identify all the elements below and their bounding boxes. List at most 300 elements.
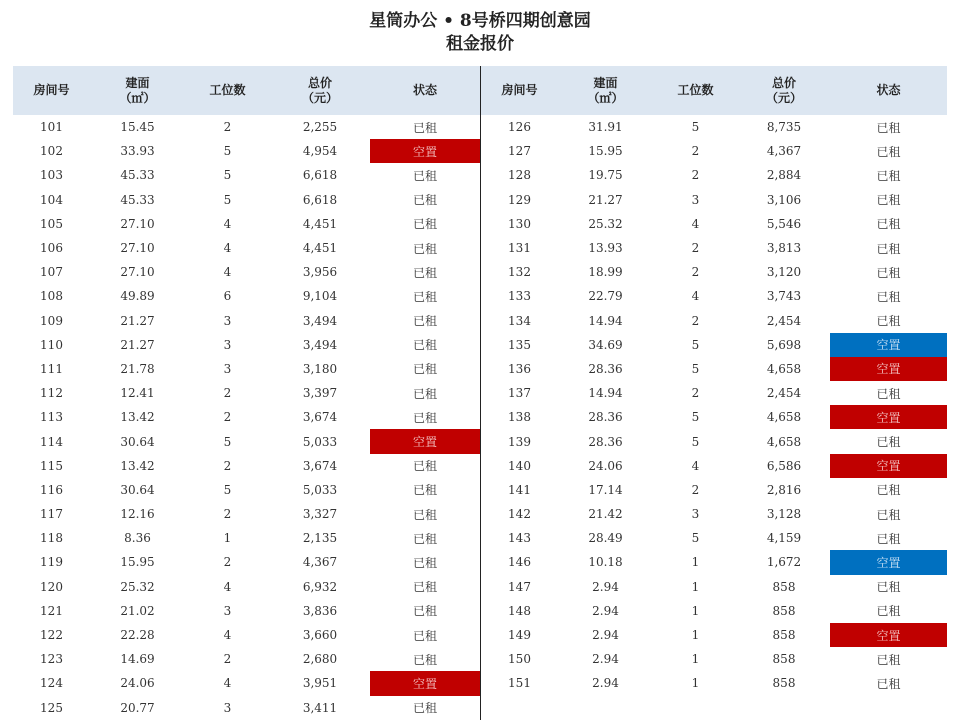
- status-cell: 已租: [412, 483, 437, 498]
- status-cell: 空置: [830, 357, 947, 381]
- area-cell: 25.32: [588, 216, 623, 231]
- table-row: [13, 163, 480, 187]
- table-row: [13, 429, 480, 453]
- area-cell: 34.69: [588, 337, 623, 352]
- room-number-cell: 147: [508, 579, 531, 594]
- area-cell: 24.06: [588, 458, 623, 473]
- area-cell: 13.42: [120, 458, 155, 473]
- table-row: [481, 115, 947, 139]
- seats-cell: 6: [223, 289, 232, 304]
- area-cell: 21.27: [120, 313, 155, 328]
- room-number-cell: 114: [40, 434, 63, 449]
- room-number-cell: 136: [508, 361, 531, 376]
- seats-cell: 2: [691, 386, 700, 401]
- price-cell: 2,884: [766, 168, 802, 183]
- area-cell: 13.93: [588, 241, 623, 256]
- price-cell: 5,698: [766, 337, 802, 352]
- room-number-cell: 126: [508, 120, 531, 135]
- table-row: [481, 550, 947, 574]
- price-cell: 3,836: [302, 603, 338, 618]
- seats-cell: 2: [223, 410, 232, 425]
- room-number-cell: 135: [508, 337, 531, 352]
- price-cell: 4,658: [766, 434, 802, 449]
- table-row: [13, 599, 480, 623]
- status-cell: 空置: [370, 429, 480, 453]
- status-cell: 已租: [412, 386, 437, 401]
- seats-cell: 2: [223, 507, 232, 522]
- status-cell: 已租: [876, 144, 901, 159]
- price-cell: 3,180: [302, 361, 338, 376]
- price-cell: 858: [772, 652, 796, 667]
- room-number-cell: 119: [40, 555, 63, 570]
- table-row: [481, 381, 947, 405]
- table-row: [481, 526, 947, 550]
- status-cell: 已租: [412, 241, 437, 256]
- room-number-cell: 116: [40, 482, 63, 497]
- room-number-cell: 102: [40, 144, 63, 159]
- left-price-table: [13, 66, 480, 720]
- seats-cell: 5: [223, 168, 232, 183]
- seats-cell: 2: [691, 168, 700, 183]
- status-cell: 已租: [876, 217, 901, 232]
- seats-cell: 5: [691, 337, 700, 352]
- seats-cell: 2: [223, 458, 232, 473]
- area-cell: 27.10: [120, 265, 155, 280]
- area-cell: 22.79: [588, 289, 623, 304]
- price-cell: 6,932: [302, 579, 338, 594]
- price-cell: 1,672: [766, 555, 802, 570]
- table-row: [13, 260, 480, 284]
- room-number-cell: 131: [508, 241, 531, 256]
- table-row: [13, 212, 480, 236]
- header-status: 状态: [370, 66, 480, 115]
- table-row: [13, 550, 480, 574]
- table-row: [13, 139, 480, 163]
- status-cell: 已租: [876, 168, 901, 183]
- seats-cell: 4: [223, 241, 232, 256]
- room-number-cell: 134: [508, 313, 531, 328]
- seats-cell: 1: [691, 603, 700, 618]
- header-room: 房间号: [13, 66, 90, 115]
- table-header-row: [13, 66, 480, 115]
- area-cell: 2.94: [592, 652, 619, 667]
- status-cell: 已租: [876, 580, 901, 595]
- area-cell: 15.45: [120, 120, 155, 135]
- room-number-cell: 115: [40, 458, 63, 473]
- price-cell: 3,674: [302, 410, 338, 425]
- seats-cell: 4: [223, 628, 232, 643]
- area-cell: 2.94: [592, 628, 619, 643]
- room-number-cell: 121: [40, 603, 63, 618]
- table-row: [481, 502, 947, 526]
- price-cell: 3,411: [302, 700, 338, 715]
- room-number-cell: 137: [508, 386, 531, 401]
- seats-cell: 5: [691, 531, 700, 546]
- status-cell: 已租: [876, 289, 901, 304]
- status-cell: 空置: [370, 139, 480, 163]
- table-row: [13, 284, 480, 308]
- left-table-body: [13, 115, 480, 720]
- seats-cell: 1: [691, 676, 700, 691]
- area-cell: 14.94: [588, 313, 623, 328]
- seats-cell: 4: [223, 676, 232, 691]
- table-row: [481, 599, 947, 623]
- price-cell: 858: [772, 676, 796, 691]
- area-cell: 25.32: [120, 579, 155, 594]
- seats-cell: 2: [691, 241, 700, 256]
- price-cell: 858: [772, 603, 796, 618]
- seats-cell: 4: [691, 458, 700, 473]
- price-cell: 2,255: [302, 120, 338, 135]
- area-cell: 12.41: [120, 386, 155, 401]
- price-cell: 3,128: [766, 507, 802, 522]
- room-number-cell: 111: [40, 361, 63, 376]
- room-number-cell: 105: [40, 216, 63, 231]
- seats-cell: 5: [691, 361, 700, 376]
- area-cell: 18.99: [588, 265, 623, 280]
- seats-cell: 5: [223, 482, 232, 497]
- price-cell: 3,494: [302, 313, 338, 328]
- status-cell: 已租: [412, 168, 437, 183]
- area-cell: 21.78: [120, 361, 155, 376]
- room-number-cell: 125: [40, 700, 63, 715]
- price-cell: 4,451: [302, 216, 338, 231]
- price-cell: 2,454: [766, 386, 802, 401]
- status-cell: 已租: [876, 507, 901, 522]
- table-row: [481, 454, 947, 478]
- area-cell: 19.75: [588, 168, 623, 183]
- seats-cell: 2: [223, 120, 232, 135]
- area-cell: 31.91: [588, 120, 623, 135]
- room-number-cell: 107: [40, 265, 63, 280]
- area-cell: 15.95: [588, 144, 623, 159]
- price-cell: 5,033: [302, 482, 338, 497]
- seats-cell: 3: [223, 337, 232, 352]
- area-cell: 2.94: [592, 579, 619, 594]
- price-cell: 6,618: [302, 168, 338, 183]
- table-row: [481, 333, 947, 357]
- room-number-cell: 117: [40, 507, 63, 522]
- status-cell: 已租: [412, 459, 437, 474]
- table-row: [13, 357, 480, 381]
- status-cell: 已租: [412, 555, 437, 570]
- room-number-cell: 149: [508, 628, 531, 643]
- table-row: [13, 696, 480, 720]
- room-number-cell: 132: [508, 265, 531, 280]
- title-line-2: 租金报价: [446, 34, 514, 54]
- price-cell: 4,451: [302, 241, 338, 256]
- area-cell: 49.89: [120, 289, 155, 304]
- table-row: [13, 478, 480, 502]
- status-cell: 已租: [412, 338, 437, 353]
- status-cell: 已租: [412, 628, 437, 643]
- room-number-cell: 103: [40, 168, 63, 183]
- header-area: 建面 （㎡）: [558, 66, 653, 115]
- area-cell: 20.77: [120, 700, 155, 715]
- area-cell: 21.27: [588, 192, 623, 207]
- price-cell: 3,660: [302, 628, 338, 643]
- status-cell: 空置: [830, 623, 947, 647]
- room-number-cell: 148: [508, 603, 531, 618]
- area-cell: 15.95: [120, 555, 155, 570]
- status-cell: 已租: [876, 193, 901, 208]
- price-cell: 3,494: [302, 337, 338, 352]
- status-cell: 已租: [412, 120, 437, 135]
- price-cell: 2,680: [302, 652, 338, 667]
- status-cell: 已租: [876, 531, 901, 546]
- table-row: [481, 575, 947, 599]
- status-cell: 已租: [412, 507, 437, 522]
- table-row: [13, 575, 480, 599]
- seats-cell: 3: [691, 192, 700, 207]
- area-cell: 27.10: [120, 216, 155, 231]
- area-cell: 12.16: [120, 507, 155, 522]
- price-cell: 4,367: [302, 555, 338, 570]
- price-cell: 9,104: [302, 289, 338, 304]
- seats-cell: 3: [223, 700, 232, 715]
- seats-cell: 5: [223, 144, 232, 159]
- price-cell: 4,954: [302, 144, 338, 159]
- status-cell: 已租: [412, 410, 437, 425]
- area-cell: 45.33: [120, 192, 155, 207]
- status-cell: 已租: [876, 435, 901, 450]
- seats-cell: 5: [691, 410, 700, 425]
- room-number-cell: 130: [508, 216, 531, 231]
- table-row: [481, 405, 947, 429]
- room-number-cell: 104: [40, 192, 63, 207]
- area-cell: 24.06: [120, 676, 155, 691]
- price-cell: 858: [772, 579, 796, 594]
- header-status: 状态: [830, 66, 947, 115]
- table-row: [481, 236, 947, 260]
- status-cell: 空置: [830, 405, 947, 429]
- table-row: [481, 478, 947, 502]
- room-number-cell: 109: [40, 313, 63, 328]
- room-number-cell: 101: [40, 120, 63, 135]
- room-number-cell: 128: [508, 168, 531, 183]
- area-cell: 21.27: [120, 337, 155, 352]
- table-row: [481, 647, 947, 671]
- room-number-cell: 143: [508, 531, 531, 546]
- price-cell: 5,033: [302, 434, 338, 449]
- price-cell: 3,106: [766, 192, 802, 207]
- page-title: [0, 10, 960, 56]
- status-cell: 已租: [876, 652, 901, 667]
- room-number-cell: 140: [508, 458, 531, 473]
- table-row: [481, 139, 947, 163]
- seats-cell: 2: [691, 482, 700, 497]
- price-cell: 5,546: [766, 216, 802, 231]
- status-cell: 空置: [830, 454, 947, 478]
- price-cell: 6,618: [302, 192, 338, 207]
- seats-cell: 3: [691, 507, 700, 522]
- seats-cell: 1: [691, 579, 700, 594]
- table-row: [481, 188, 947, 212]
- area-cell: 14.69: [120, 652, 155, 667]
- seats-cell: 2: [691, 313, 700, 328]
- seats-cell: 4: [223, 216, 232, 231]
- area-cell: 13.42: [120, 410, 155, 425]
- price-cell: 4,367: [766, 144, 802, 159]
- room-number-cell: 129: [508, 192, 531, 207]
- status-cell: 已租: [876, 676, 901, 691]
- table-row: [481, 623, 947, 647]
- area-cell: 28.36: [588, 434, 623, 449]
- room-number-cell: 123: [40, 652, 63, 667]
- area-cell: 2.94: [592, 603, 619, 618]
- room-number-cell: 142: [508, 507, 531, 522]
- status-cell: 已租: [876, 386, 901, 401]
- table-row: [481, 429, 947, 453]
- table-row: [13, 502, 480, 526]
- table-row: [13, 333, 480, 357]
- area-cell: 45.33: [120, 168, 155, 183]
- table-row: [13, 526, 480, 550]
- table-row: [13, 309, 480, 333]
- status-cell: 已租: [412, 652, 437, 667]
- room-number-cell: 150: [508, 652, 531, 667]
- status-cell: 空置: [370, 671, 480, 695]
- seats-cell: 5: [223, 434, 232, 449]
- area-cell: 21.02: [120, 603, 155, 618]
- status-cell: 已租: [412, 531, 437, 546]
- status-cell: 空置: [830, 550, 947, 574]
- room-number-cell: 118: [40, 531, 63, 546]
- seats-cell: 2: [223, 555, 232, 570]
- seats-cell: 4: [223, 579, 232, 594]
- table-row: [13, 115, 480, 139]
- status-cell: 已租: [876, 483, 901, 498]
- table-header-row: [481, 66, 947, 115]
- room-number-cell: 106: [40, 241, 63, 256]
- status-cell: 已租: [876, 604, 901, 619]
- price-cell: 6,586: [766, 458, 802, 473]
- price-cell: 3,956: [302, 265, 338, 280]
- table-row: [13, 671, 480, 695]
- status-cell: 已租: [412, 362, 437, 377]
- area-cell: 30.64: [120, 434, 155, 449]
- status-cell: 已租: [412, 604, 437, 619]
- price-cell: 3,120: [766, 265, 802, 280]
- right-price-table: [481, 66, 947, 696]
- table-row: [13, 188, 480, 212]
- area-cell: 21.42: [588, 507, 623, 522]
- table-row: [13, 236, 480, 260]
- area-cell: 22.28: [120, 628, 155, 643]
- price-cell: 858: [772, 628, 796, 643]
- area-cell: 33.93: [120, 144, 155, 159]
- price-cell: 3,674: [302, 458, 338, 473]
- area-cell: 28.49: [588, 531, 623, 546]
- room-number-cell: 141: [508, 482, 531, 497]
- status-cell: 已租: [876, 120, 901, 135]
- status-cell: 已租: [412, 217, 437, 232]
- status-cell: 已租: [876, 314, 901, 329]
- area-cell: 2.94: [592, 676, 619, 691]
- table-row: [13, 405, 480, 429]
- seats-cell: 3: [223, 603, 232, 618]
- table-row: [481, 309, 947, 333]
- seats-cell: 2: [223, 386, 232, 401]
- right-table-body: [481, 115, 947, 696]
- seats-cell: 1: [691, 555, 700, 570]
- room-number-cell: 122: [40, 628, 63, 643]
- table-row: [13, 454, 480, 478]
- area-cell: 28.36: [588, 410, 623, 425]
- price-cell: 8,735: [766, 120, 802, 135]
- seats-cell: 4: [223, 265, 232, 280]
- area-cell: 28.36: [588, 361, 623, 376]
- area-cell: 30.64: [120, 482, 155, 497]
- room-number-cell: 124: [40, 676, 63, 691]
- price-cell: 3,743: [766, 289, 802, 304]
- table-row: [481, 163, 947, 187]
- status-cell: 已租: [876, 241, 901, 256]
- seats-cell: 5: [691, 434, 700, 449]
- room-number-cell: 138: [508, 410, 531, 425]
- table-row: [13, 647, 480, 671]
- seats-cell: 3: [223, 313, 232, 328]
- header-area: 建面 （㎡）: [90, 66, 185, 115]
- room-number-cell: 139: [508, 434, 531, 449]
- area-cell: 27.10: [120, 241, 155, 256]
- price-cell: 3,327: [302, 507, 338, 522]
- seats-cell: 2: [691, 144, 700, 159]
- table-row: [481, 671, 947, 695]
- price-cell: 4,658: [766, 361, 802, 376]
- header-price: 总价 （元）: [270, 66, 370, 115]
- header-seats: 工位数: [653, 66, 738, 115]
- table-row: [13, 381, 480, 405]
- price-cell: 4,658: [766, 410, 802, 425]
- room-number-cell: 112: [40, 386, 63, 401]
- price-cell: 4,159: [766, 531, 802, 546]
- room-number-cell: 108: [40, 289, 63, 304]
- price-cell: 2,816: [766, 482, 802, 497]
- status-cell: 已租: [412, 580, 437, 595]
- seats-cell: 1: [691, 628, 700, 643]
- price-cell: 3,397: [302, 386, 338, 401]
- header-room: 房间号: [481, 66, 558, 115]
- table-row: [13, 623, 480, 647]
- seats-cell: 5: [691, 120, 700, 135]
- status-cell: 空置: [830, 333, 947, 357]
- area-cell: 10.18: [588, 555, 623, 570]
- area-cell: 17.14: [588, 482, 623, 497]
- status-cell: 已租: [412, 289, 437, 304]
- seats-cell: 1: [691, 652, 700, 667]
- seats-cell: 4: [691, 289, 700, 304]
- room-number-cell: 113: [40, 410, 63, 425]
- seats-cell: 2: [691, 265, 700, 280]
- room-number-cell: 127: [508, 144, 531, 159]
- title-line-1: 星筒办公 • 8号桥四期创意园: [369, 11, 591, 31]
- room-number-cell: 151: [508, 676, 531, 691]
- room-number-cell: 110: [40, 337, 63, 352]
- table-row: [481, 212, 947, 236]
- area-cell: 8.36: [124, 531, 151, 546]
- seats-cell: 5: [223, 192, 232, 207]
- price-cell: 2,135: [302, 531, 338, 546]
- price-cell: 3,813: [766, 241, 802, 256]
- room-number-cell: 120: [40, 579, 63, 594]
- room-number-cell: 146: [508, 555, 531, 570]
- price-cell: 2,454: [766, 313, 802, 328]
- header-price: 总价 （元）: [738, 66, 830, 115]
- status-cell: 已租: [412, 265, 437, 280]
- seats-cell: 2: [223, 652, 232, 667]
- status-cell: 已租: [876, 265, 901, 280]
